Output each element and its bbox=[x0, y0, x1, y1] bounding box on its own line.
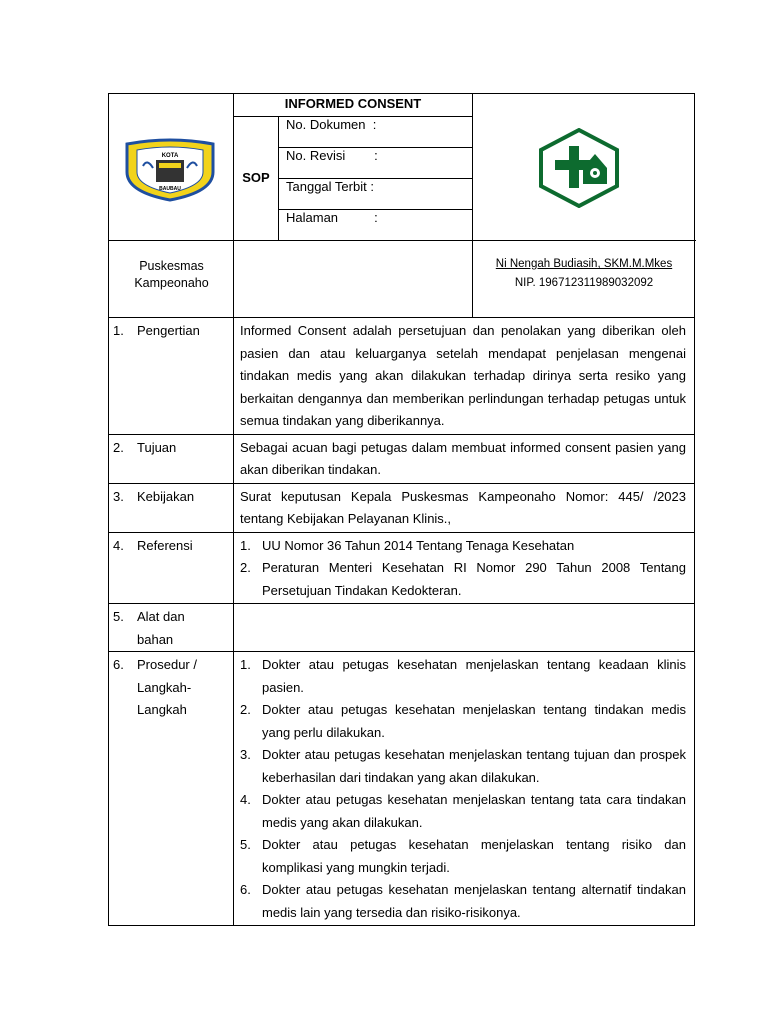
logo-text-kota: KOTA bbox=[161, 153, 179, 159]
section-content-cell bbox=[234, 318, 695, 435]
field-no-revisi: No. Revisi : bbox=[286, 148, 378, 163]
section-number: 1. bbox=[113, 323, 124, 338]
section-content-cell bbox=[234, 483, 695, 532]
section-content-cell bbox=[234, 532, 695, 604]
list-item: 1. UU Nomor 36 Tahun 2014 Tentang Tenaga Kesehatan bbox=[240, 537, 575, 553]
logo-text-baubau: BAUBAU bbox=[159, 186, 181, 192]
signer-name: Ni Nengah Budiasih, SKM.M.Mkes bbox=[495, 258, 673, 270]
sop-label: SOP bbox=[242, 170, 270, 185]
list-item: 4. Dokter atau petugas kesehatan menjelaskan tentang tata cara tindakan medis yang akan dilakukan. bbox=[240, 792, 686, 830]
list-item: 3. Dokter atau petugas kesehatan menjelaskan tentang tujuan dan prospek keberhasilan dari tindakan yang akan dilakukan. bbox=[240, 747, 686, 785]
field-tanggal-terbit: Tanggal Terbit : bbox=[286, 179, 374, 194]
procedure-list bbox=[240, 654, 686, 924]
section-number: 3. bbox=[113, 488, 124, 504]
section-label-cell bbox=[109, 318, 234, 435]
section-label: Tujuan bbox=[137, 439, 177, 455]
list-item: 5. Dokter atau petugas kesehatan menjelaskan tentang risiko dan komplikasi yang mungkin terjadi. bbox=[240, 837, 686, 875]
list-item: 2. Peraturan Menteri Kesehatan RI Nomor 290 Tahun 2008 Tentang Persetujuan Tindakan Kedokteran. bbox=[240, 560, 686, 598]
section-text: Informed Consent adalah persetujuan dan penolakan yang diberikan oleh pasien dan atau keluarganya setelah mendapat penjelasan mengenai tindakan medis yang akan dilakukan terhadap dirinya serta resiko yang berkaitan dengannya dan memberikan perlindungan terhadap petugas untuk semua tindakan yang diberikannya. bbox=[240, 323, 686, 428]
sop-header bbox=[108, 93, 695, 318]
section-number: 4. bbox=[113, 537, 124, 553]
section-label-cell bbox=[109, 483, 234, 532]
section-row bbox=[109, 483, 695, 532]
section-label: Alat dan bahan bbox=[137, 609, 185, 647]
section-number: 6. bbox=[113, 657, 124, 672]
section-content-cell bbox=[234, 434, 695, 483]
section-text bbox=[234, 604, 694, 607]
list-item: 1. Dokter atau petugas kesehatan menjelaskan tentang keadaan klinis pasien. bbox=[240, 657, 686, 695]
section-label-cell bbox=[109, 604, 234, 652]
kota-baubau-logo-icon bbox=[123, 138, 217, 202]
institution-name: Puskesmas Kampeonaho bbox=[134, 259, 209, 290]
reference-list bbox=[240, 535, 686, 603]
signature-block bbox=[473, 240, 695, 318]
sop-document bbox=[108, 93, 695, 926]
list-item: 2. Dokter atau petugas kesehatan menjelaskan tentang tindakan medis yang perlu dilakukan. bbox=[240, 702, 686, 740]
list-item: 6. Dokter atau petugas kesehatan menjelaskan tentang alternatif tindakan medis lain yang tersedia dan risiko-risikonya. bbox=[240, 882, 686, 920]
sop-body-table bbox=[108, 317, 695, 926]
section-row bbox=[109, 532, 695, 604]
section-label: Prosedur / Langkah-Langkah bbox=[137, 657, 197, 717]
section-row bbox=[109, 652, 695, 926]
puskesmas-logo-icon bbox=[539, 128, 619, 208]
section-label-cell bbox=[109, 652, 234, 926]
section-label-cell bbox=[109, 434, 234, 483]
section-content-cell bbox=[234, 604, 695, 652]
field-no-dokumen: No. Dokumen : bbox=[286, 117, 377, 132]
section-text: Surat keputusan Kepala Puskesmas Kampeonaho Nomor: 445/ /2023 tentang Kebijakan Pelayanan Klinis., bbox=[240, 488, 686, 526]
document-title: INFORMED CONSENT bbox=[284, 96, 422, 111]
section-row bbox=[109, 318, 695, 435]
section-label-cell bbox=[109, 532, 234, 604]
section-text: Sebagai acuan bagi petugas dalam membuat informed consent pasien yang akan diberikan tindakan. bbox=[240, 439, 686, 477]
section-row bbox=[109, 434, 695, 483]
section-number: 5. bbox=[113, 609, 124, 624]
section-number: 2. bbox=[113, 439, 124, 455]
section-label: Pengertian bbox=[137, 323, 200, 338]
section-label: Kebijakan bbox=[137, 488, 195, 504]
section-label: Referensi bbox=[137, 537, 193, 553]
signer-nip: NIP. 196712311989032092 bbox=[514, 277, 654, 289]
section-row bbox=[109, 604, 695, 652]
section-content-cell bbox=[234, 652, 695, 926]
field-halaman: Halaman : bbox=[286, 210, 378, 225]
